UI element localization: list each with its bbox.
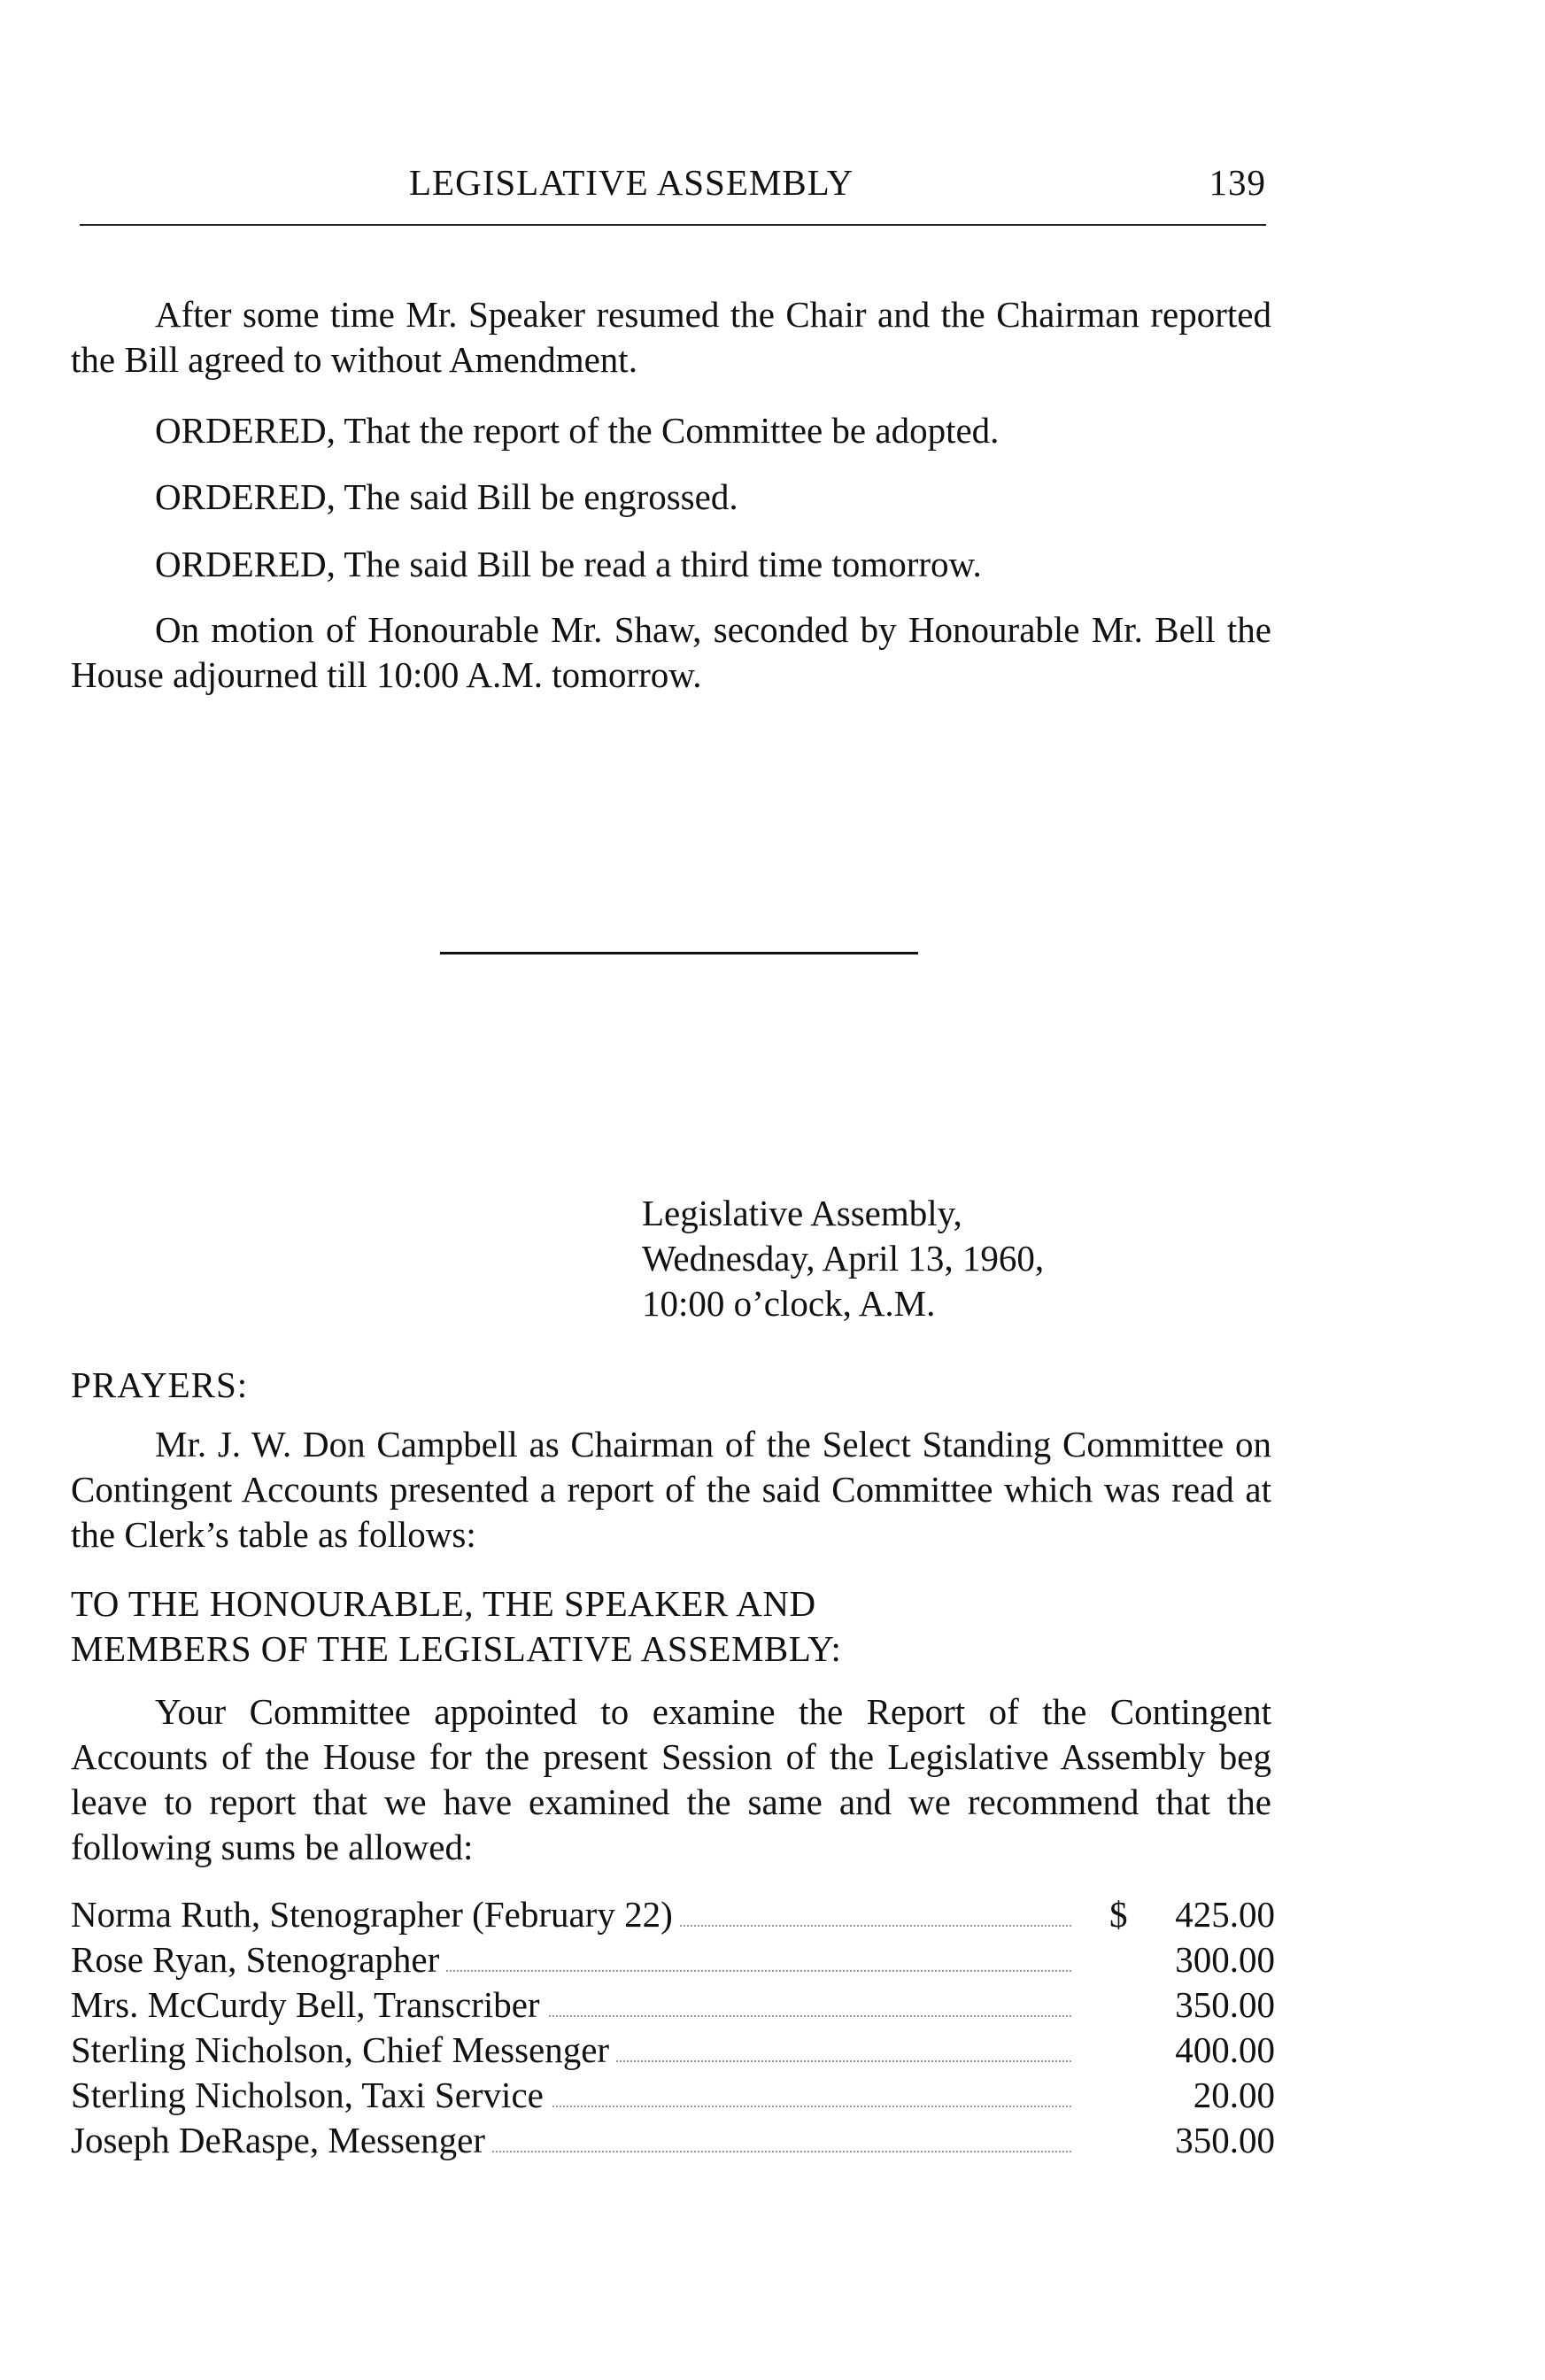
page-number: 139 — [1209, 162, 1266, 203]
address-line-1: TO THE HONOURABLE, THE SPEAKER AND — [71, 1583, 816, 1624]
header-rule — [80, 224, 1266, 226]
dateline-time: 10:00 o’clock, A.M. — [642, 1283, 936, 1324]
sum-row — [71, 2028, 1275, 2074]
paragraph-ordered-adopted: ORDERED, That the report of the Committee be adopted. — [155, 410, 1000, 451]
sum-label: Rose Ryan, Stenographer — [71, 1938, 446, 1981]
header-title: LEGISLATIVE ASSEMBLY — [409, 162, 854, 203]
paragraph-report-body: Your Committee appointed to examine the Report of the Contingent Accounts of the House for the present Session of the Legislative Assembly beg leave to report that we have examined the same and we recommend that the following sums be allowed: — [71, 1691, 1271, 1867]
sum-amount: 350.00 — [1175, 1984, 1275, 2025]
sums-table — [71, 1893, 1275, 2164]
sum-amount: 350.00 — [1175, 2120, 1275, 2160]
sum-amount: 400.00 — [1175, 2029, 1275, 2070]
prayers-heading: PRAYERS: — [71, 1364, 249, 1405]
sum-amount: 425.00 — [1175, 1894, 1275, 1935]
sum-label: Mrs. McCurdy Bell, Transcriber — [71, 1983, 547, 2026]
sum-row — [71, 2119, 1275, 2164]
sum-label: Sterling Nicholson, Chief Messenger — [71, 2028, 616, 2071]
sum-row — [71, 2074, 1275, 2119]
sum-row — [71, 1938, 1275, 1983]
dateline — [642, 1191, 1044, 1326]
sum-amount: 300.00 — [1175, 1939, 1275, 1980]
paragraph-ordered-third-reading: ORDERED, The said Bill be read a third time tomorrow. — [155, 544, 982, 584]
paragraph-report-presented: Mr. J. W. Don Campbell as Chairman of the Select Standing Committee on Contingent Accounts presented a report of the said Committee which was read at the Clerk’s table as follows: — [71, 1424, 1271, 1555]
paragraph-adjournment: On motion of Honourable Mr. Shaw, seconded by Honourable Mr. Bell the House adjourned till 10:00 A.M. tomorrow. — [71, 609, 1271, 695]
currency-symbol: $ — [1109, 1894, 1128, 1935]
sum-label: Norma Ruth, Stenographer (February 22) — [71, 1893, 680, 1936]
section-divider — [440, 952, 918, 954]
sum-row — [71, 1893, 1275, 1938]
sum-label: Joseph DeRaspe, Messenger — [71, 2119, 492, 2161]
sum-amount: 20.00 — [1193, 2075, 1275, 2115]
sum-row — [71, 1983, 1275, 2028]
dateline-place: Legislative Assembly, — [642, 1193, 962, 1233]
report-address — [71, 1581, 841, 1672]
address-line-2: MEMBERS OF THE LEGISLATIVE ASSEMBLY: — [71, 1628, 842, 1669]
sum-label: Sterling Nicholson, Taxi Service — [71, 2074, 551, 2116]
paragraph-ordered-engrossed: ORDERED, The said Bill be engrossed. — [155, 476, 738, 517]
dateline-date: Wednesday, April 13, 1960, — [642, 1238, 1045, 1279]
paragraph-committee-report: After some time Mr. Speaker resumed the Chair and the Chairman reported the Bill agreed to without Amendment. — [71, 294, 1271, 380]
